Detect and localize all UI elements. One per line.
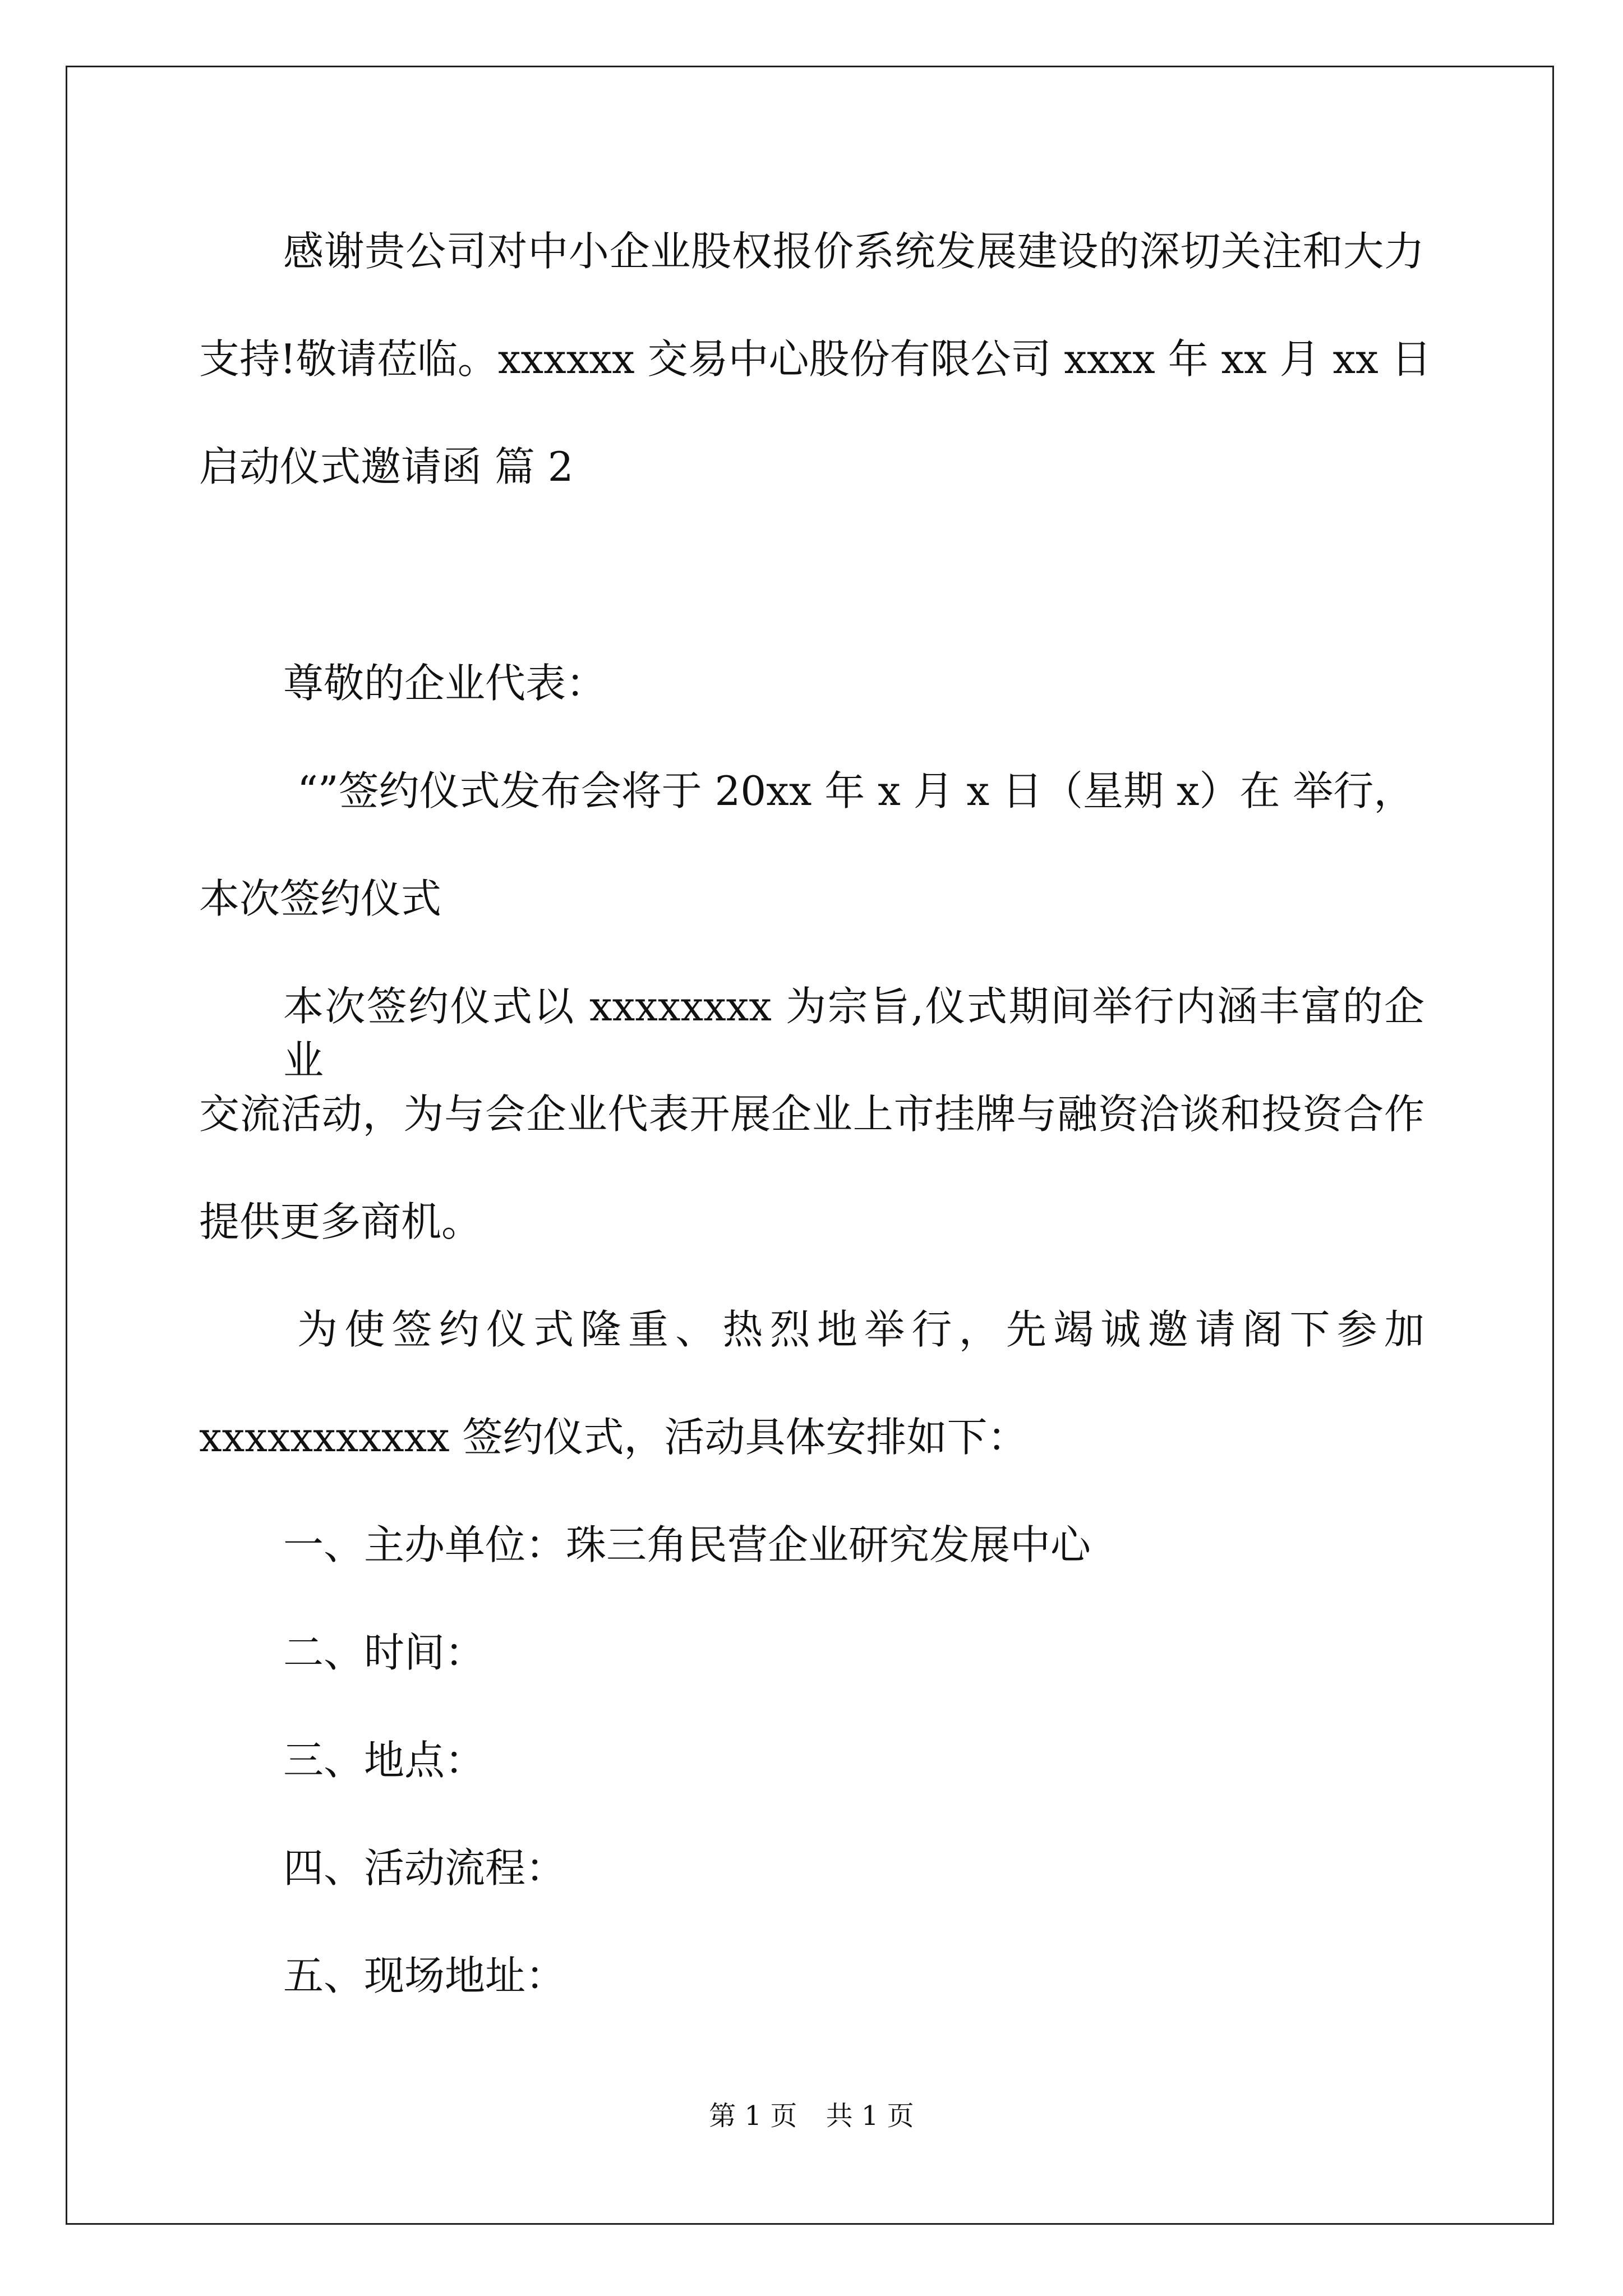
page-number-total: 共 1 页 xyxy=(826,2100,914,2132)
section-heading: 启动仪式邀请函 篇 2 xyxy=(199,443,574,490)
paragraph-line-2: 支持!敬请莅临。xxxxxx 交易中心股份有限公司 xxxx 年 xx 月 xx 日 xyxy=(199,335,1432,383)
page-number-current: 第 1 页 xyxy=(709,2100,797,2132)
list-item-time: 二、时间： xyxy=(283,1629,486,1676)
paragraph-line-5: “”签约仪式发布会将于 20xx 年 x 月 x 日（星期 x）在 举行， xyxy=(297,767,1414,815)
list-item-location: 三、地点： xyxy=(283,1737,486,1784)
paragraph-line-8: 交流活动，为与会企业代表开展企业上市挂牌与融资洽谈和投资合作 xyxy=(199,1091,1424,1138)
page-footer xyxy=(0,2098,1623,2134)
list-item-address: 五、现场地址： xyxy=(283,1952,566,1999)
paragraph-line-6: 本次签约仪式 xyxy=(199,875,442,922)
paragraph-line-1: 感谢贵公司对中小企业股权报价系统发展建设的深切关注和大力 xyxy=(283,228,1424,275)
paragraph-line-7: 本次签约仪式以 xxxxxxxx 为宗旨,仪式期间举行内涵丰富的企业 xyxy=(283,983,1424,1084)
page-border xyxy=(66,66,1554,2225)
list-item-agenda: 四、活动流程： xyxy=(283,1844,566,1892)
list-item-organizer: 一、主办单位：珠三角民营企业研究发展中心 xyxy=(283,1521,1091,1568)
paragraph-line-10: 为使签约仪式隆重、热烈地举行，先竭诚邀请阁下参加 xyxy=(297,1306,1424,1353)
paragraph-line-11: xxxxxxxxxxx 签约仪式，活动具体安排如下： xyxy=(199,1414,1028,1461)
salutation: 尊敬的企业代表： xyxy=(283,660,607,707)
paragraph-line-9: 提供更多商机。 xyxy=(199,1198,482,1245)
